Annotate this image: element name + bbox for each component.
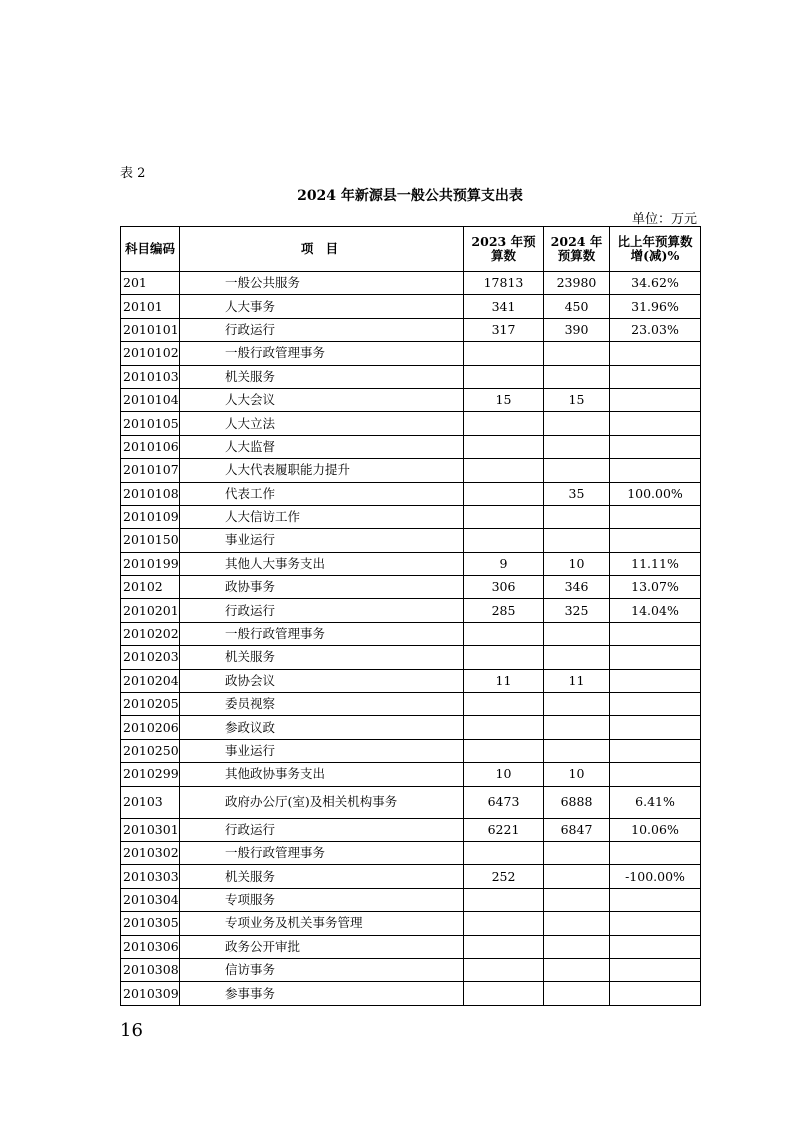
- cell-budget-2023: 6473: [464, 786, 544, 818]
- cell-code: 20103: [121, 786, 180, 818]
- cell-code: 2010250: [121, 739, 180, 762]
- cell-budget-2023: 9: [464, 552, 544, 575]
- header-code: 科目编码: [121, 227, 180, 272]
- cell-name: 其他人大事务支出: [180, 552, 464, 575]
- cell-budget-2024: [544, 412, 610, 435]
- cell-budget-2023: 10: [464, 763, 544, 786]
- header-budget-2023: 2023 年预算数: [464, 227, 544, 272]
- cell-budget-2023: 285: [464, 599, 544, 622]
- cell-change: [610, 388, 701, 411]
- cell-code: 2010203: [121, 646, 180, 669]
- cell-change: [610, 763, 701, 786]
- cell-name: 政府办公厅(室)及相关机构事务: [180, 786, 464, 818]
- table-row: [121, 786, 701, 818]
- cell-code: 2010303: [121, 865, 180, 888]
- cell-budget-2024: [544, 912, 610, 935]
- cell-change: 6.41%: [610, 786, 701, 818]
- cell-name: 机关服务: [180, 365, 464, 388]
- cell-budget-2023: 252: [464, 865, 544, 888]
- table-row: [121, 435, 701, 458]
- table-row: [121, 763, 701, 786]
- cell-change: [610, 739, 701, 762]
- table-row: [121, 865, 701, 888]
- cell-change: [610, 622, 701, 645]
- table-body: [121, 272, 701, 1006]
- cell-name: 一般行政管理事务: [180, 622, 464, 645]
- cell-code: 2010302: [121, 841, 180, 864]
- cell-budget-2023: [464, 912, 544, 935]
- cell-change: [610, 459, 701, 482]
- cell-code: 2010206: [121, 716, 180, 739]
- table-row: [121, 739, 701, 762]
- cell-name: 委员视察: [180, 693, 464, 716]
- table-row: [121, 982, 701, 1005]
- cell-budget-2024: [544, 716, 610, 739]
- table-row: [121, 365, 701, 388]
- cell-budget-2023: [464, 365, 544, 388]
- cell-budget-2024: 450: [544, 295, 610, 318]
- cell-code: 2010309: [121, 982, 180, 1005]
- cell-name: 一般公共服务: [180, 272, 464, 295]
- cell-change: [610, 958, 701, 981]
- cell-name: 信访事务: [180, 958, 464, 981]
- cell-budget-2023: [464, 622, 544, 645]
- cell-budget-2024: 325: [544, 599, 610, 622]
- cell-name: 行政运行: [180, 318, 464, 341]
- cell-name: 人大会议: [180, 388, 464, 411]
- cell-change: [610, 935, 701, 958]
- table-row: [121, 552, 701, 575]
- table-row: [121, 888, 701, 911]
- table-row: [121, 912, 701, 935]
- cell-budget-2023: [464, 716, 544, 739]
- cell-name: 事业运行: [180, 739, 464, 762]
- cell-change: 34.62%: [610, 272, 701, 295]
- cell-budget-2023: [464, 529, 544, 552]
- cell-name: 机关服务: [180, 646, 464, 669]
- cell-budget-2023: 341: [464, 295, 544, 318]
- cell-change: [610, 529, 701, 552]
- cell-name: 人大信访工作: [180, 505, 464, 528]
- table-row: [121, 482, 701, 505]
- cell-budget-2023: 306: [464, 576, 544, 599]
- cell-change: [610, 342, 701, 365]
- cell-change: [610, 888, 701, 911]
- cell-budget-2024: [544, 505, 610, 528]
- cell-change: 100.00%: [610, 482, 701, 505]
- cell-name: 一般行政管理事务: [180, 841, 464, 864]
- cell-name: 人大监督: [180, 435, 464, 458]
- table-row: [121, 646, 701, 669]
- cell-budget-2024: [544, 459, 610, 482]
- cell-budget-2023: [464, 646, 544, 669]
- cell-name: 人大立法: [180, 412, 464, 435]
- page-number: 16: [120, 1020, 143, 1041]
- cell-budget-2024: [544, 865, 610, 888]
- cell-name: 人大事务: [180, 295, 464, 318]
- cell-budget-2024: 390: [544, 318, 610, 341]
- table-row: [121, 841, 701, 864]
- cell-name: 政务公开审批: [180, 935, 464, 958]
- table-row: [121, 958, 701, 981]
- table-row: [121, 295, 701, 318]
- cell-code: 2010308: [121, 958, 180, 981]
- cell-code: 2010306: [121, 935, 180, 958]
- cell-change: 13.07%: [610, 576, 701, 599]
- cell-name: 政协会议: [180, 669, 464, 692]
- cell-code: 2010101: [121, 318, 180, 341]
- cell-code: 2010305: [121, 912, 180, 935]
- cell-budget-2023: [464, 982, 544, 1005]
- cell-budget-2023: 17813: [464, 272, 544, 295]
- cell-code: 2010104: [121, 388, 180, 411]
- cell-name: 其他政协事务支出: [180, 763, 464, 786]
- cell-change: [610, 841, 701, 864]
- cell-code: 2010299: [121, 763, 180, 786]
- cell-budget-2023: [464, 342, 544, 365]
- cell-code: 2010202: [121, 622, 180, 645]
- cell-budget-2023: 317: [464, 318, 544, 341]
- cell-name: 机关服务: [180, 865, 464, 888]
- cell-name: 代表工作: [180, 482, 464, 505]
- cell-budget-2023: [464, 958, 544, 981]
- cell-budget-2024: 6847: [544, 818, 610, 841]
- cell-budget-2024: [544, 646, 610, 669]
- table-row: [121, 318, 701, 341]
- cell-code: 2010304: [121, 888, 180, 911]
- cell-change: [610, 693, 701, 716]
- table-row: [121, 693, 701, 716]
- cell-name: 人大代表履职能力提升: [180, 459, 464, 482]
- table-row: [121, 529, 701, 552]
- cell-budget-2023: [464, 505, 544, 528]
- cell-budget-2023: [464, 693, 544, 716]
- cell-name: 专项服务: [180, 888, 464, 911]
- table-label: 表 2: [120, 166, 146, 181]
- cell-name: 事业运行: [180, 529, 464, 552]
- cell-name: 参政议政: [180, 716, 464, 739]
- cell-change: [610, 435, 701, 458]
- cell-code: 2010105: [121, 412, 180, 435]
- cell-budget-2024: 11: [544, 669, 610, 692]
- cell-budget-2024: [544, 435, 610, 458]
- cell-change: [610, 912, 701, 935]
- cell-change: [610, 716, 701, 739]
- header-budget-2024: 2024 年预算数: [544, 227, 610, 272]
- header-name: 项 目: [180, 227, 464, 272]
- cell-budget-2023: [464, 435, 544, 458]
- cell-change: [610, 365, 701, 388]
- table-row: [121, 388, 701, 411]
- cell-code: 2010301: [121, 818, 180, 841]
- cell-change: 31.96%: [610, 295, 701, 318]
- cell-budget-2023: 11: [464, 669, 544, 692]
- cell-code: 2010102: [121, 342, 180, 365]
- cell-name: 参事事务: [180, 982, 464, 1005]
- cell-budget-2024: [544, 529, 610, 552]
- cell-budget-2024: [544, 342, 610, 365]
- cell-name: 行政运行: [180, 818, 464, 841]
- cell-budget-2024: [544, 739, 610, 762]
- cell-change: -100.00%: [610, 865, 701, 888]
- cell-budget-2024: [544, 935, 610, 958]
- cell-budget-2024: 6888: [544, 786, 610, 818]
- cell-budget-2023: 15: [464, 388, 544, 411]
- cell-code: 2010199: [121, 552, 180, 575]
- cell-budget-2024: [544, 365, 610, 388]
- cell-name: 政协事务: [180, 576, 464, 599]
- cell-change: [610, 669, 701, 692]
- cell-code: 2010106: [121, 435, 180, 458]
- table-row: [121, 412, 701, 435]
- cell-change: 14.04%: [610, 599, 701, 622]
- cell-budget-2024: [544, 888, 610, 911]
- table-row: [121, 669, 701, 692]
- cell-budget-2023: [464, 841, 544, 864]
- cell-budget-2024: 10: [544, 763, 610, 786]
- budget-table: [120, 226, 701, 1006]
- cell-budget-2024: 10: [544, 552, 610, 575]
- table-row: [121, 459, 701, 482]
- cell-budget-2023: [464, 412, 544, 435]
- cell-name: 专项业务及机关事务管理: [180, 912, 464, 935]
- cell-code: 2010109: [121, 505, 180, 528]
- cell-change: 23.03%: [610, 318, 701, 341]
- table-row: [121, 576, 701, 599]
- cell-budget-2023: [464, 459, 544, 482]
- cell-change: [610, 646, 701, 669]
- document-title: 2024 年新源县一般公共预算支出表: [297, 188, 523, 204]
- cell-budget-2023: 6221: [464, 818, 544, 841]
- table-row: [121, 716, 701, 739]
- table-row: [121, 599, 701, 622]
- cell-change: [610, 982, 701, 1005]
- cell-code: 20101: [121, 295, 180, 318]
- cell-budget-2023: [464, 935, 544, 958]
- table-row: [121, 818, 701, 841]
- cell-code: 201: [121, 272, 180, 295]
- cell-budget-2024: 15: [544, 388, 610, 411]
- cell-budget-2024: [544, 693, 610, 716]
- cell-code: 2010150: [121, 529, 180, 552]
- cell-code: 2010108: [121, 482, 180, 505]
- table-row: [121, 272, 701, 295]
- cell-name: 一般行政管理事务: [180, 342, 464, 365]
- unit-label: 单位：万元: [631, 212, 697, 227]
- table-row: [121, 622, 701, 645]
- header-change: 比上年预算数增(减)%: [610, 227, 701, 272]
- table-row: [121, 935, 701, 958]
- cell-budget-2023: [464, 482, 544, 505]
- cell-change: [610, 505, 701, 528]
- cell-budget-2024: [544, 982, 610, 1005]
- cell-change: 11.11%: [610, 552, 701, 575]
- cell-code: 2010107: [121, 459, 180, 482]
- cell-budget-2024: [544, 958, 610, 981]
- cell-budget-2024: 35: [544, 482, 610, 505]
- cell-budget-2024: [544, 841, 610, 864]
- cell-name: 行政运行: [180, 599, 464, 622]
- table-header-row: [121, 227, 701, 272]
- cell-budget-2023: [464, 888, 544, 911]
- cell-code: 20102: [121, 576, 180, 599]
- cell-budget-2024: 23980: [544, 272, 610, 295]
- cell-budget-2024: [544, 622, 610, 645]
- cell-change: [610, 412, 701, 435]
- cell-code: 2010103: [121, 365, 180, 388]
- cell-code: 2010205: [121, 693, 180, 716]
- cell-change: 10.06%: [610, 818, 701, 841]
- cell-budget-2023: [464, 739, 544, 762]
- table-row: [121, 505, 701, 528]
- cell-code: 2010201: [121, 599, 180, 622]
- cell-budget-2024: 346: [544, 576, 610, 599]
- table-row: [121, 342, 701, 365]
- cell-code: 2010204: [121, 669, 180, 692]
